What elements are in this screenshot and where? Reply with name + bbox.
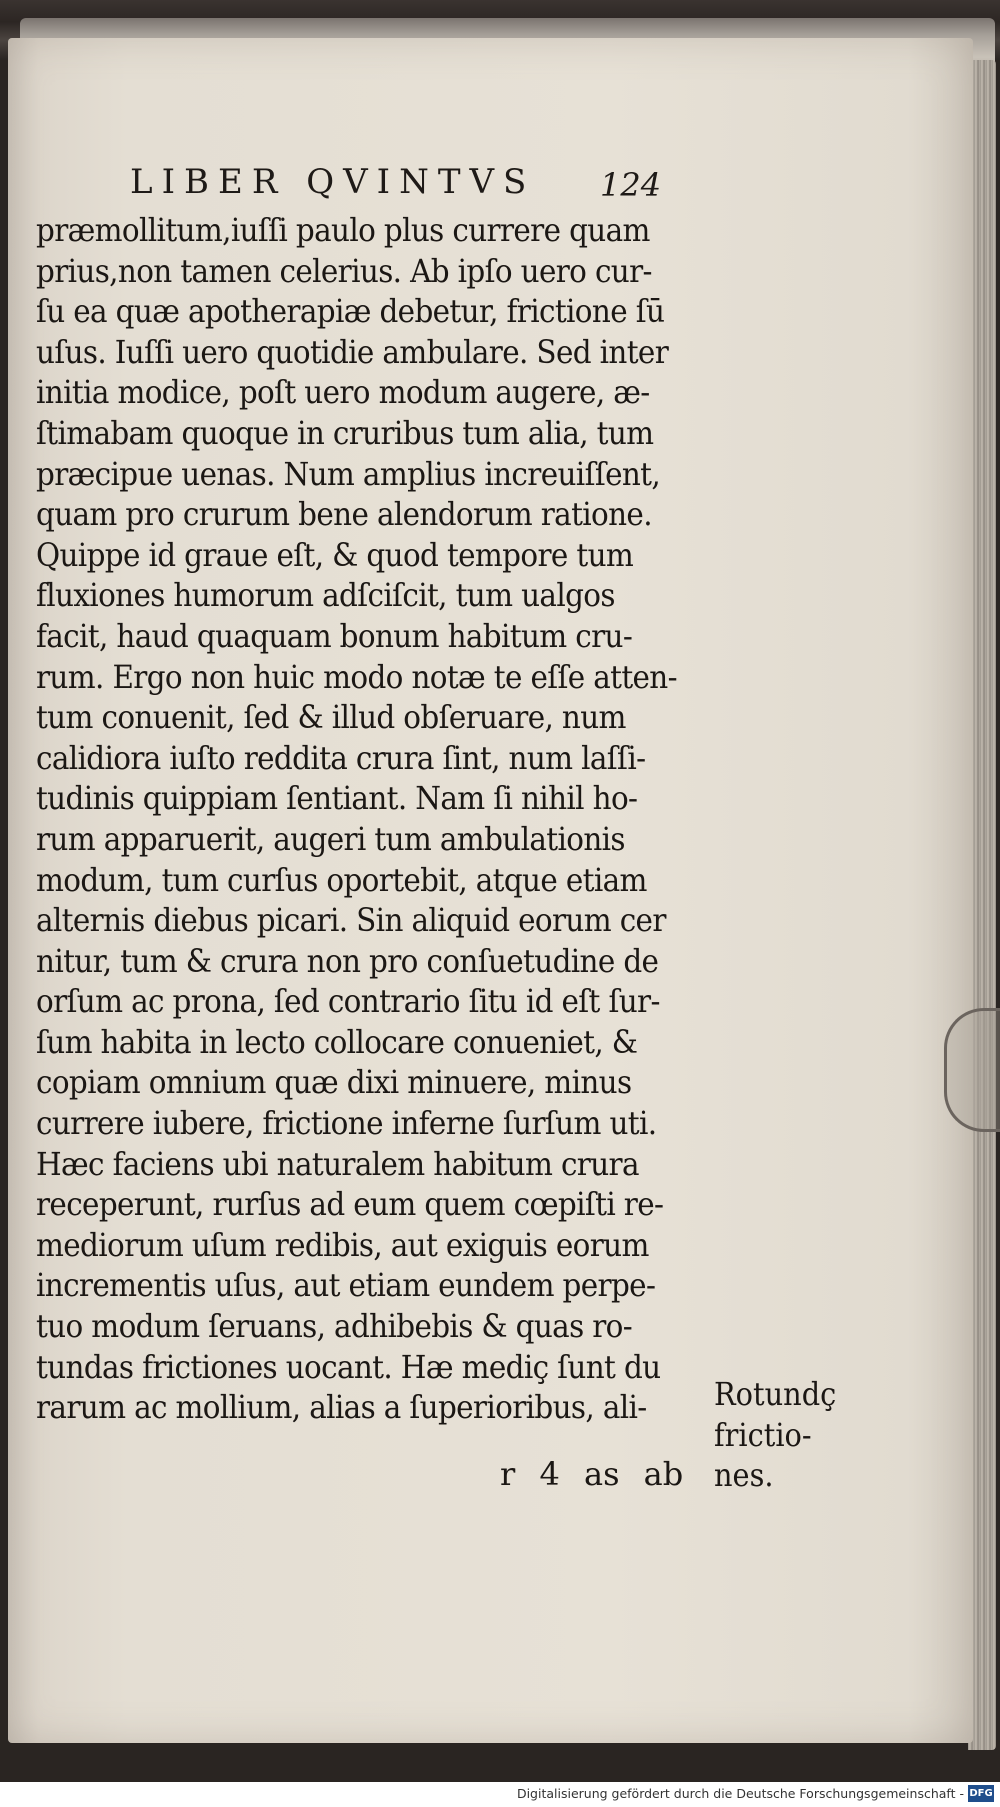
text-line: alternis diebus picari. Sin aliquid eorum cer (36, 901, 666, 940)
text-line: modum, tum curſus oportebit, atque etiam (36, 860, 647, 899)
text-line: tundas frictiones uocant. Hæ mediç ſunt du (36, 1347, 661, 1386)
text-line: receperunt, rurſus ad eum quem cœpiſti re- (36, 1185, 664, 1224)
text-line: Quippe id graue eſt, & quod tempore tum (36, 535, 634, 574)
text-line: fluxiones humorum adſciſcit, tum ualgos (36, 576, 615, 615)
folio-number: 124 (600, 166, 662, 204)
text-line: copiam omnium quæ dixi minuere, minus (36, 1063, 632, 1102)
text-line: Hæc faciens ubi naturalem habitum crura (36, 1144, 639, 1183)
digitization-footer (0, 1782, 1000, 1807)
text-line: ſu ea quæ apotherapiæ debetur, frictione ſū (36, 292, 665, 331)
text-line: præcipue uenas. Num amplius increuiſſent, (36, 454, 661, 493)
funding-credit: Digitalisierung gefördert durch die Deutsche Forschungsgemeinschaft - (516, 1786, 964, 1801)
text-line: rum apparuerit, augeri tum ambulationis (36, 819, 625, 858)
running-title: LIBER QVINTVS (130, 162, 536, 202)
main-text-block (36, 210, 726, 1428)
text-line: orſum ac prona, ſed contrario ſitu id eſt ſur- (36, 982, 660, 1021)
text-line: calidiora iuſto reddita crura ſint, num laſſi- (36, 738, 646, 777)
text-line: tuo modum ſeruans, adhibebis & quas ro- (36, 1307, 633, 1346)
page-clip (944, 1008, 1000, 1132)
signature-catchword-line (500, 1455, 720, 1495)
text-line: initia modice, poſt uero modum augere, æ- (36, 373, 650, 412)
signature-mark: r 4 (500, 1455, 560, 1493)
text-line: quam pro crurum bene alendorum ratione. (36, 495, 652, 534)
text-line: prius,non tamen celerius. Ab ipſo uero cur- (36, 251, 652, 290)
text-line: incrementis uſus, aut etiam eundem perpe- (36, 1266, 656, 1305)
text-line: ſum habita in lecto collocare conueniet, & (36, 1022, 638, 1061)
text-line: nitur, tum & crura non pro conſuetudine de (36, 941, 659, 980)
text-line: ſtimabam quoque in cruribus tum alia, tum (36, 413, 654, 452)
text-line: uſus. Iuſſi uero quotidie ambulare. Sed inter (36, 332, 669, 371)
marginal-note-line: nes. (714, 1456, 774, 1495)
page-header (130, 162, 690, 210)
text-line: mediorum uſum redibis, aut exiguis eorum (36, 1225, 649, 1264)
catchword: as ab (584, 1455, 684, 1493)
marginal-note-line: frictio- (714, 1415, 812, 1454)
text-line: currere iubere, frictione inferne ſurſum uti. (36, 1104, 657, 1143)
dfg-logo: DFG (968, 1785, 994, 1802)
text-line: rum. Ergo non huic modo notæ te eſſe atten- (36, 657, 677, 696)
marginal-note (714, 1374, 874, 1496)
text-line: tudinis quippiam ſentiant. Nam ſi nihil ho- (36, 779, 638, 818)
marginal-note-line: Rotundç (714, 1375, 837, 1413)
text-line: rarum ac mollium, alias a ſuperioribus, ali- (36, 1388, 647, 1427)
text-line: præmollitum,iuſſi paulo plus currere quam (36, 211, 650, 249)
text-line: tum conuenit, ſed & illud obſeruare, num (36, 698, 626, 737)
text-line: facit, haud quaquam bonum habitum cru- (36, 616, 633, 655)
bleed-through-text (840, 278, 850, 313)
